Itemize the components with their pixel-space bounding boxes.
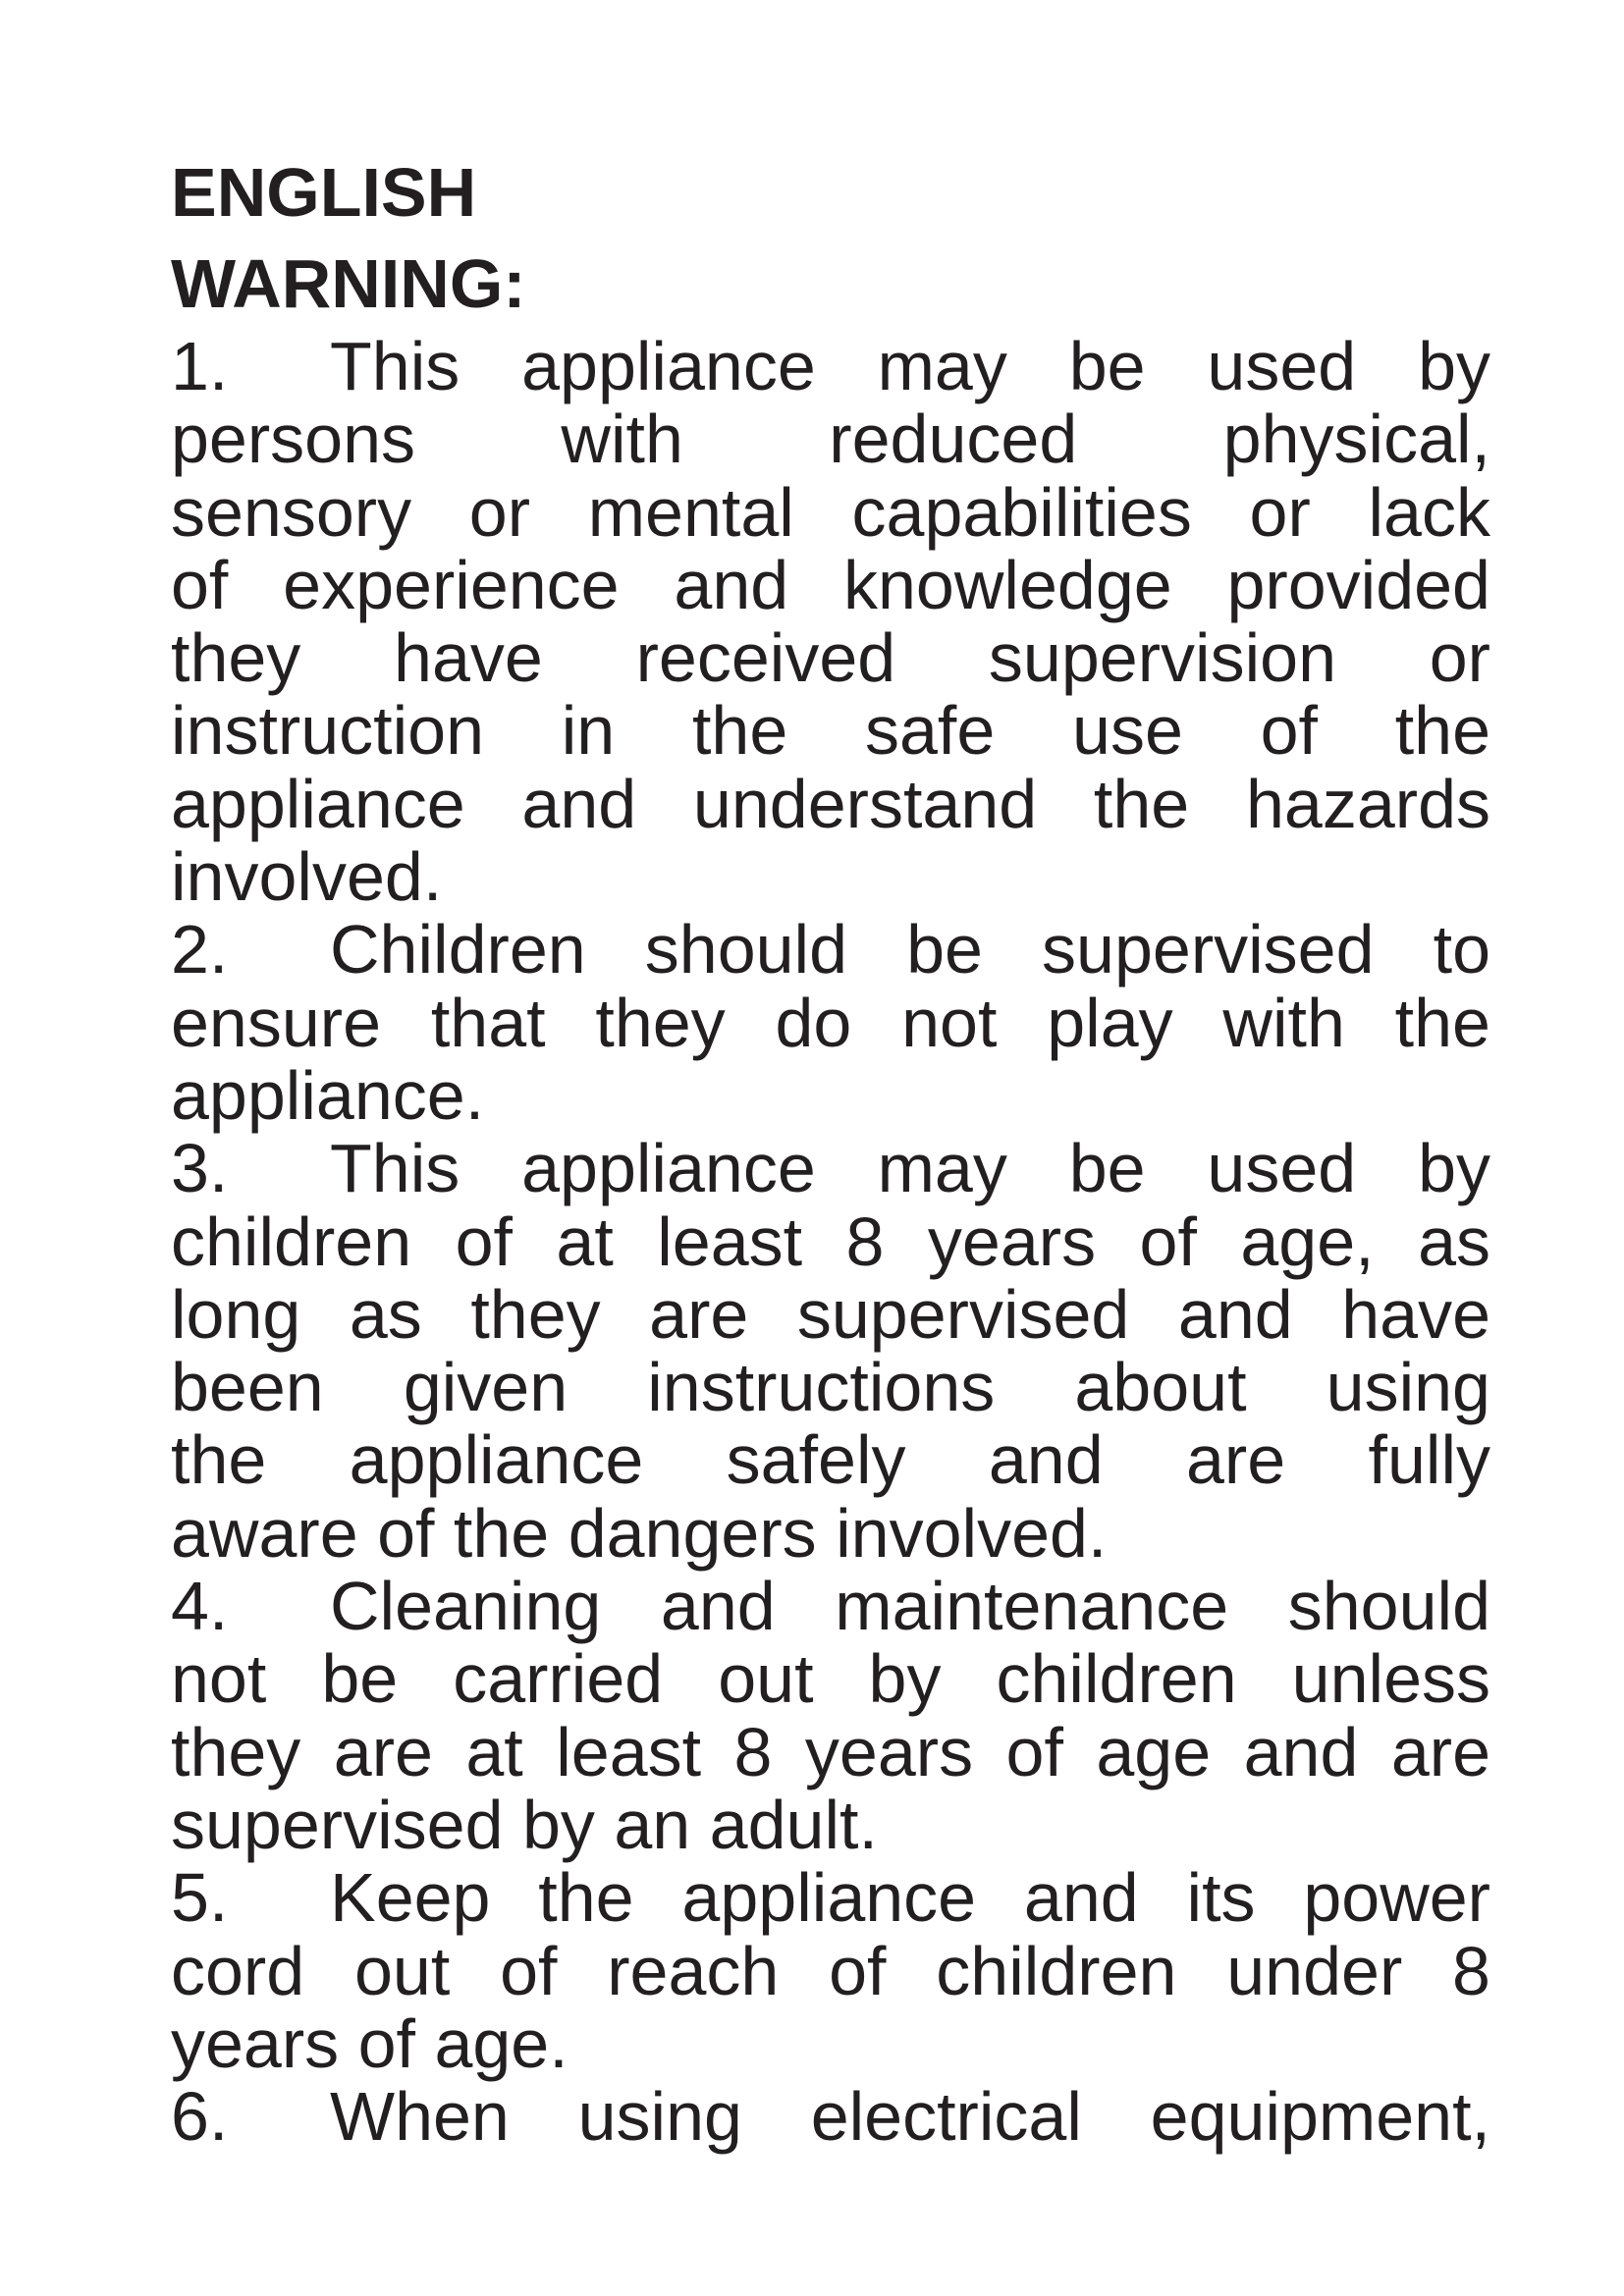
item-number: 3. bbox=[171, 1130, 229, 1207]
item-1-line-2: persons with reduced physical, bbox=[171, 400, 1490, 478]
warning-item-4 bbox=[171, 1570, 1490, 1861]
item-text: Children should be supervised to bbox=[330, 911, 1490, 988]
item-4-line-1 bbox=[171, 1568, 1490, 1645]
item-3-line-1 bbox=[171, 1130, 1490, 1207]
item-4-line-4: supervised by an adult. bbox=[171, 1786, 878, 1863]
item-2-line-1 bbox=[171, 913, 1490, 986]
item-3-line-3: long as they are supervised and have bbox=[171, 1275, 1490, 1353]
item-5-line-2: cord out of reach of children under 8 bbox=[171, 1932, 1490, 2009]
item-text: This appliance may be used by bbox=[330, 1130, 1490, 1207]
item-4-line-2: not be carried out by children unless bbox=[171, 1640, 1490, 1718]
item-1-line-7: appliance and understand the hazards bbox=[171, 765, 1490, 842]
item-5-line-3: years of age. bbox=[171, 2004, 568, 2082]
warning-item-1 bbox=[171, 328, 1490, 916]
item-3-line-5: the appliance safely and are fully bbox=[171, 1421, 1490, 1499]
item-1-line-4: of experience and knowledge provided bbox=[171, 546, 1490, 623]
item-5-line-1 bbox=[171, 1859, 1490, 1937]
language-heading: ENGLISH bbox=[171, 154, 477, 231]
item-text: This appliance may be used by bbox=[330, 328, 1490, 404]
warning-item-2 bbox=[171, 913, 1490, 1132]
item-1-line-5: they have received supervision or bbox=[171, 619, 1490, 697]
item-3-line-4: been given instructions about using bbox=[171, 1349, 1490, 1426]
item-2-line-2: ensure that they do not play with the bbox=[171, 984, 1490, 1061]
item-text: When using electrical equipment, bbox=[330, 2078, 1490, 2156]
item-6-line-1 bbox=[171, 2078, 1490, 2156]
item-text: Cleaning and maintenance should bbox=[330, 1568, 1490, 1645]
item-3-line-2: children of at least 8 years of age, as bbox=[171, 1202, 1490, 1280]
item-2-line-3: appliance. bbox=[171, 1056, 485, 1134]
item-number: 1. bbox=[171, 328, 229, 404]
warning-item-6 bbox=[171, 2078, 1490, 2156]
item-1-line-6: instruction in the safe use of the bbox=[171, 692, 1490, 770]
warning-heading: WARNING: bbox=[171, 245, 526, 322]
warning-item-5 bbox=[171, 1861, 1490, 2080]
item-1-line-8: involved. bbox=[171, 838, 443, 916]
document-page bbox=[171, 147, 1490, 2156]
item-number: 6. bbox=[171, 2078, 229, 2156]
item-text: Keep the appliance and its power bbox=[330, 1859, 1490, 1937]
item-number: 5. bbox=[171, 1859, 229, 1937]
item-4-line-3: they are at least 8 years of age and are bbox=[171, 1713, 1490, 1790]
warning-item-3 bbox=[171, 1132, 1490, 1570]
item-number: 2. bbox=[171, 911, 229, 988]
item-3-line-6: aware of the dangers involved. bbox=[171, 1494, 1108, 1572]
item-number: 4. bbox=[171, 1568, 229, 1645]
item-1-line-1 bbox=[171, 330, 1490, 402]
item-1-line-3: sensory or mental capabilities or lack bbox=[171, 473, 1490, 551]
